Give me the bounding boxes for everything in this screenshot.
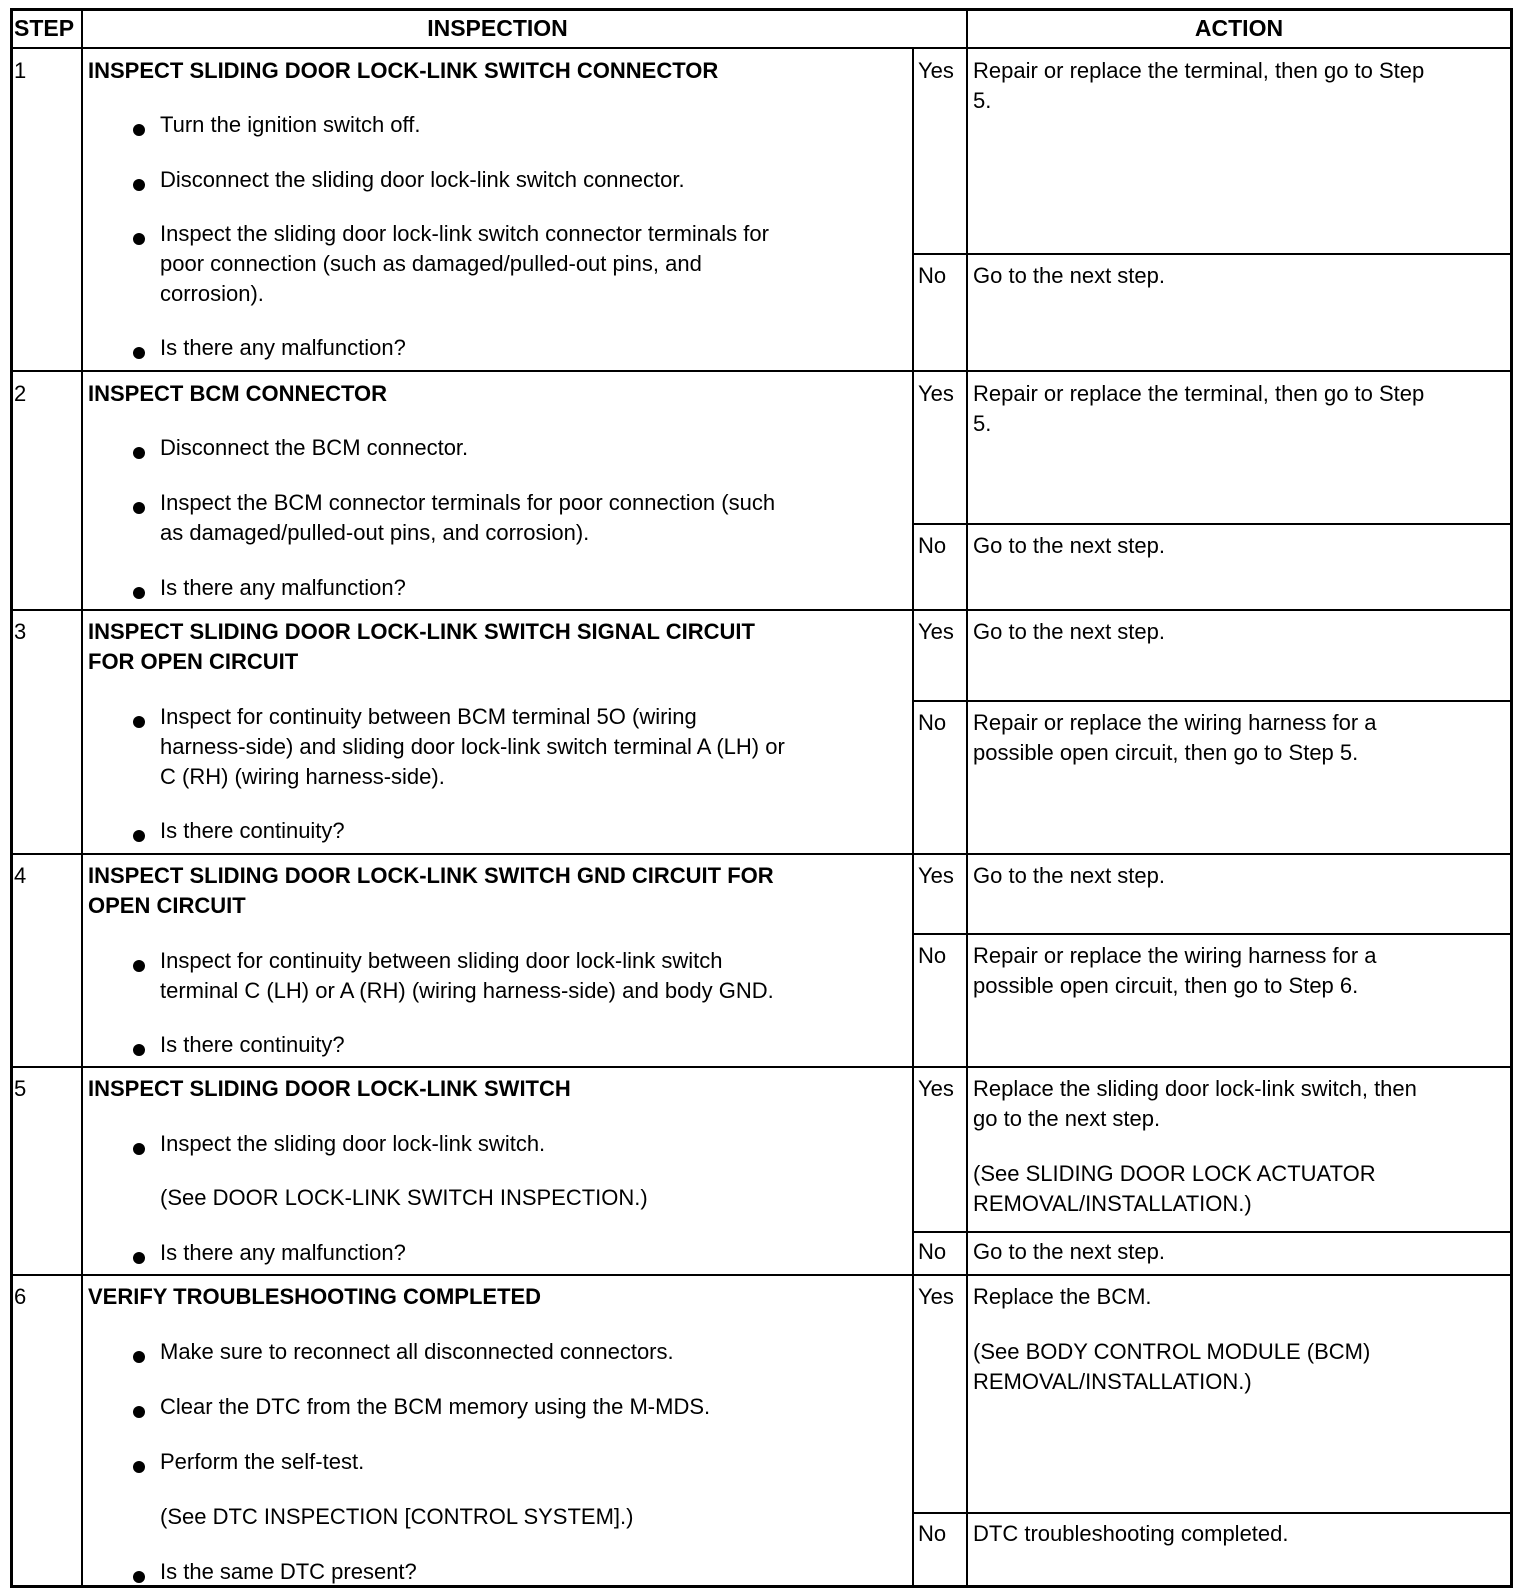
table-border-right <box>1510 8 1513 1588</box>
step-number: 4 <box>14 863 27 888</box>
step-question: Is there any malfunction? <box>160 575 406 600</box>
step-title: INSPECT SLIDING DOOR LOCK-LINK SWITCH GND CIRCUIT FOR <box>88 863 774 888</box>
row-divider-4 <box>10 1066 1513 1068</box>
step-question: Is there continuity? <box>160 1032 345 1057</box>
no-label: No <box>918 533 947 558</box>
bullet-icon <box>133 1252 145 1264</box>
bullet-icon <box>133 1461 145 1473</box>
yes-reference: REMOVAL/INSTALLATION.) <box>973 1369 1252 1394</box>
yes-label: Yes <box>918 863 954 888</box>
yes-action: Repair or replace the terminal, then go to Step <box>973 58 1425 83</box>
step-question: Is there any malfunction? <box>160 1240 406 1265</box>
yes-reference: (See SLIDING DOOR LOCK ACTUATOR <box>973 1161 1376 1186</box>
no-label: No <box>918 710 947 735</box>
bullet-icon <box>133 1351 145 1363</box>
no-label: No <box>918 943 947 968</box>
table-border-left <box>10 8 13 1588</box>
yes-no-divider-2 <box>912 523 1513 525</box>
step-item: terminal C (LH) or A (RH) (wiring harness-side) and body GND. <box>160 978 774 1003</box>
bullet-icon <box>133 233 145 245</box>
row-divider-2 <box>10 609 1513 611</box>
step-title: INSPECT SLIDING DOOR LOCK-LINK SWITCH <box>88 1076 571 1101</box>
step-note: (See DOOR LOCK-LINK SWITCH INSPECTION.) <box>160 1185 648 1210</box>
header-inspection: INSPECTION <box>427 15 568 41</box>
step-number: 3 <box>14 619 27 644</box>
step-item: Inspect for continuity between sliding door lock-link switch <box>160 948 723 973</box>
no-action: Repair or replace the wiring harness for a <box>973 710 1377 735</box>
yes-action: 5. <box>973 411 992 436</box>
no-label: No <box>918 263 947 288</box>
step-column-divider <box>81 8 83 1588</box>
step-question: Is there any malfunction? <box>160 335 406 360</box>
step-number: 2 <box>14 381 27 406</box>
step-number: 1 <box>14 58 27 83</box>
yes-label: Yes <box>918 58 954 83</box>
bullet-icon <box>133 587 145 599</box>
yes-reference: REMOVAL/INSTALLATION.) <box>973 1191 1252 1216</box>
yesno-column-divider <box>912 49 914 1588</box>
header-action: ACTION <box>1194 15 1284 41</box>
row-divider-5 <box>10 1274 1513 1276</box>
bullet-icon <box>133 124 145 136</box>
no-label: No <box>918 1239 947 1264</box>
step-item: Clear the DTC from the BCM memory using the M-MDS. <box>160 1394 711 1419</box>
step-item: poor connection (such as damaged/pulled-out pins, and <box>160 251 702 276</box>
action-column-divider <box>966 8 968 1588</box>
row-divider-3 <box>10 853 1513 855</box>
step-title: INSPECT BCM CONNECTOR <box>88 381 388 406</box>
yes-action: Go to the next step. <box>973 863 1166 888</box>
step-question: Is the same DTC present? <box>160 1559 417 1584</box>
step-title: INSPECT SLIDING DOOR LOCK-LINK SWITCH CONNECTOR <box>88 58 719 83</box>
no-action: possible open circuit, then go to Step 6. <box>973 973 1359 998</box>
table-border-top <box>10 8 1513 11</box>
row-divider-1 <box>10 370 1513 372</box>
step-item: Perform the self-test. <box>160 1449 365 1474</box>
no-label: No <box>918 1521 947 1546</box>
step-question: Is there continuity? <box>160 818 345 843</box>
bullet-icon <box>133 960 145 972</box>
step-item: harness-side) and sliding door lock-link switch terminal A (LH) or <box>160 734 785 759</box>
bullet-icon <box>133 179 145 191</box>
troubleshooting-table <box>10 8 1513 1588</box>
no-action: Go to the next step. <box>973 1239 1166 1264</box>
yes-action: Go to the next step. <box>973 619 1166 644</box>
step-item: Turn the ignition switch off. <box>160 112 421 137</box>
step-title: OPEN CIRCUIT <box>88 893 246 918</box>
step-item: Inspect the BCM connector terminals for poor connection (such <box>160 490 776 515</box>
step-title: VERIFY TROUBLESHOOTING COMPLETED <box>88 1284 542 1309</box>
step-item: Inspect for continuity between BCM terminal 5O (wiring <box>160 704 697 729</box>
bullet-icon <box>133 347 145 359</box>
step-note: (See DTC INSPECTION [CONTROL SYSTEM].) <box>160 1504 634 1529</box>
step-item: Disconnect the BCM connector. <box>160 435 469 460</box>
bullet-icon <box>133 1044 145 1056</box>
no-action: Repair or replace the wiring harness for a <box>973 943 1377 968</box>
yes-action: Replace the sliding door lock-link switch, then <box>973 1076 1417 1101</box>
yes-action: Repair or replace the terminal, then go to Step <box>973 381 1425 406</box>
step-number: 6 <box>14 1284 27 1309</box>
yes-no-divider-4 <box>912 933 1513 935</box>
yes-action: 5. <box>973 88 992 113</box>
step-item: C (RH) (wiring harness-side). <box>160 764 445 789</box>
yes-no-divider-3 <box>912 700 1513 702</box>
yes-label: Yes <box>918 1076 954 1101</box>
bullet-icon <box>133 830 145 842</box>
bullet-icon <box>133 447 145 459</box>
step-item: Make sure to reconnect all disconnected connectors. <box>160 1339 674 1364</box>
yes-label: Yes <box>918 619 954 644</box>
step-item: Inspect the sliding door lock-link switch. <box>160 1131 546 1156</box>
step-title: INSPECT SLIDING DOOR LOCK-LINK SWITCH SIGNAL CIRCUIT <box>88 619 755 644</box>
yes-no-divider-5 <box>912 1231 1513 1233</box>
no-action: Go to the next step. <box>973 533 1166 558</box>
yes-label: Yes <box>918 1284 954 1309</box>
bullet-icon <box>133 502 145 514</box>
yes-reference: (See BODY CONTROL MODULE (BCM) <box>973 1339 1371 1364</box>
yes-action: go to the next step. <box>973 1106 1161 1131</box>
yes-label: Yes <box>918 381 954 406</box>
header-divider <box>10 47 1513 49</box>
step-item: Disconnect the sliding door lock-link switch connector. <box>160 167 685 192</box>
no-action: Go to the next step. <box>973 263 1166 288</box>
yes-action: Replace the BCM. <box>973 1284 1152 1309</box>
no-action: possible open circuit, then go to Step 5. <box>973 740 1359 765</box>
step-item: as damaged/pulled-out pins, and corrosion). <box>160 520 590 545</box>
bullet-icon <box>133 1571 145 1583</box>
step-item: corrosion). <box>160 281 264 306</box>
yes-no-divider-6 <box>912 1512 1513 1514</box>
step-title: FOR OPEN CIRCUIT <box>88 649 299 674</box>
bullet-icon <box>133 1406 145 1418</box>
bullet-icon <box>133 716 145 728</box>
bullet-icon <box>133 1143 145 1155</box>
yes-no-divider-1 <box>912 253 1513 255</box>
header-step: STEP <box>14 15 75 41</box>
step-item: Inspect the sliding door lock-link switch connector terminals for <box>160 221 769 246</box>
no-action: DTC troubleshooting completed. <box>973 1521 1289 1546</box>
step-number: 5 <box>14 1076 27 1101</box>
